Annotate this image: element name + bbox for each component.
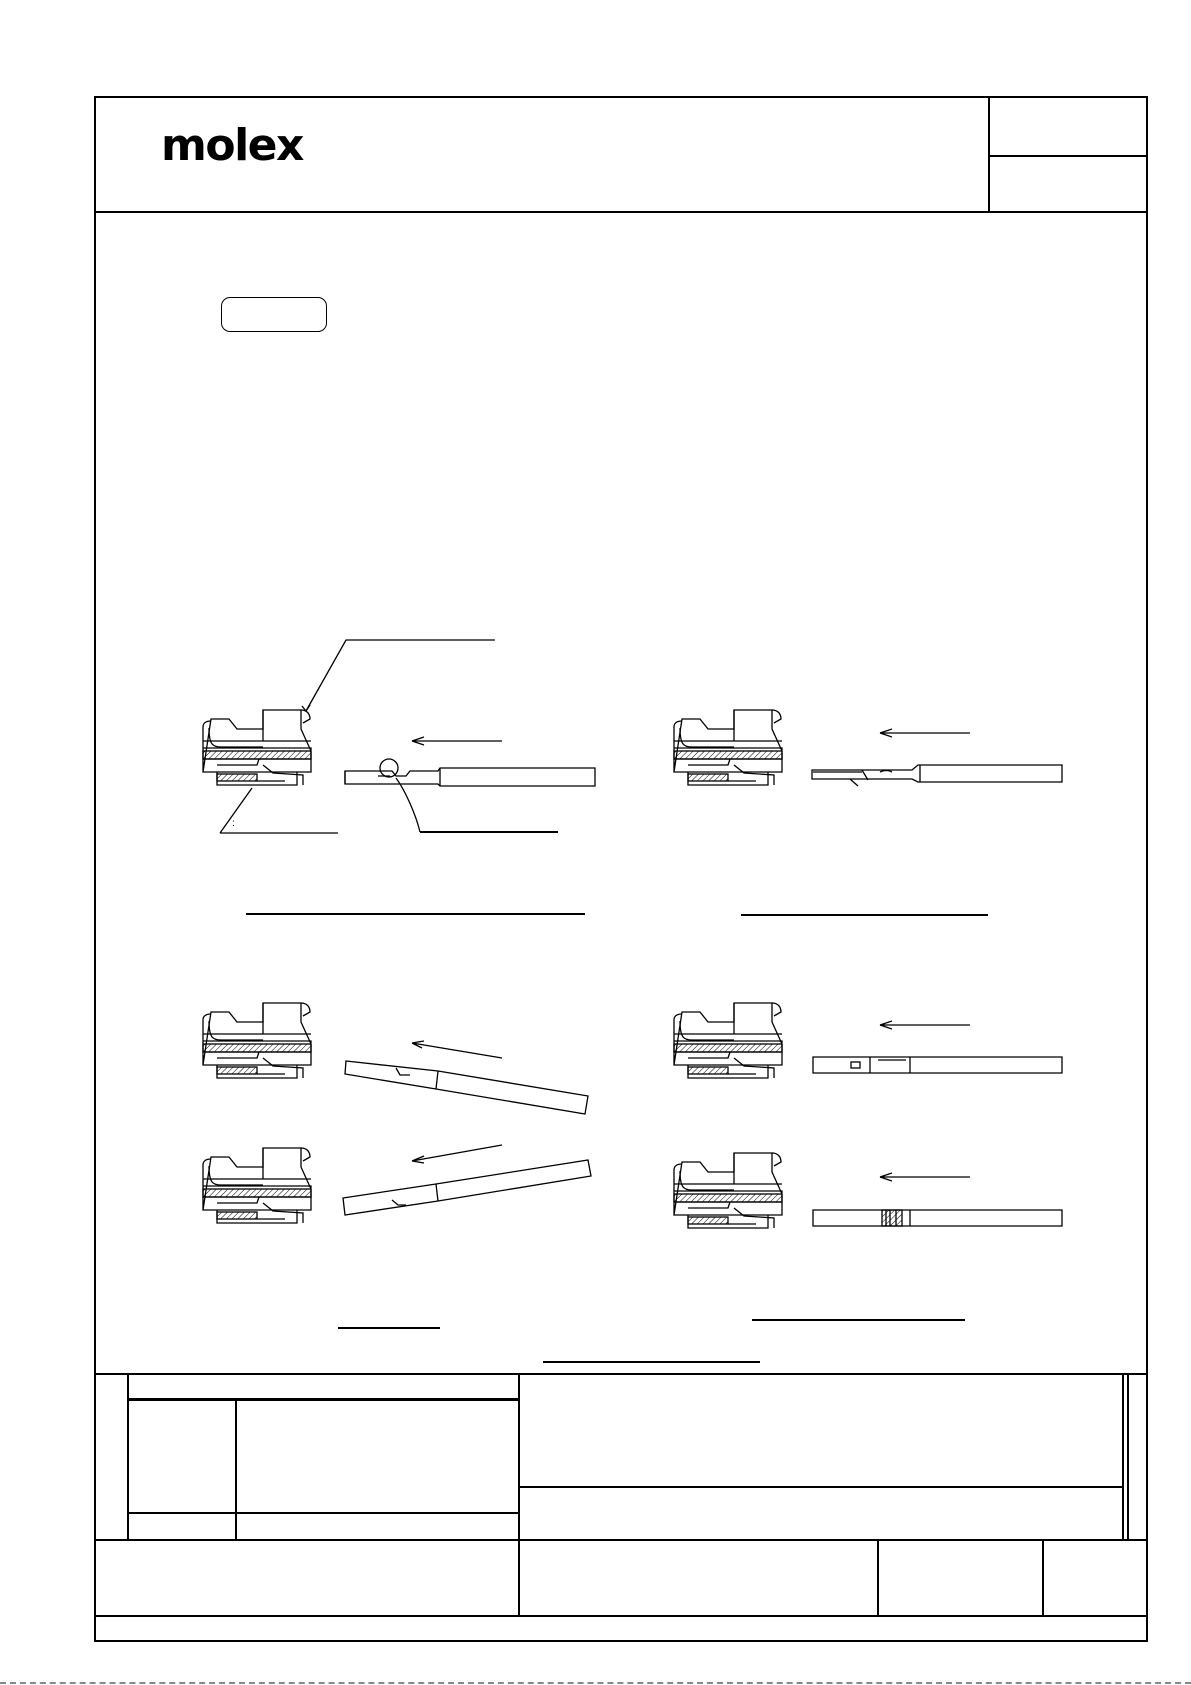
terminal-angled-up [345,1061,588,1114]
page-edge-perforation [0,1682,1191,1684]
housing-drawing-6 [674,1153,782,1228]
titleblock-top [94,1373,1148,1375]
terminal-straight-1 [345,768,595,786]
detail-leader [396,778,420,832]
leader-line-top [306,640,495,711]
titleblock-col-7 [1042,1540,1044,1616]
titleblock-col-6 [877,1540,879,1616]
housing-drawing-4 [203,1148,311,1223]
terminal-straight-3 [813,1057,1062,1073]
terminal-straight-2 [812,765,1062,782]
titleblock-row-d [94,1539,1148,1541]
company-logo: molex [161,120,303,171]
titleblock-bottom [94,1615,1148,1617]
titleblock-row-a [128,1398,519,1401]
titleblock-col-2 [235,1399,237,1540]
housing-drawing-2 [674,710,782,785]
titleblock-row-c [519,1486,1123,1488]
housing-drawing-1 [203,710,311,785]
insertion-arrow-3 [412,1041,502,1058]
titleblock-col-5 [1127,1374,1129,1540]
insertion-arrow-2 [880,729,970,737]
titleblock-col-3 [518,1374,520,1616]
terminal-angled-down [343,1160,591,1215]
detail-circle [380,759,398,777]
insertion-arrow-1 [412,737,502,745]
terminal-straight-4 [813,1210,1062,1226]
insertion-arrow-4 [412,1145,502,1163]
housing-drawing-5 [674,1003,782,1078]
svg-text::: : [232,818,235,829]
leader-line-bottom-left [220,788,338,833]
titleblock-col-4 [1122,1374,1124,1540]
titleblock-row-b [128,1512,519,1514]
insertion-arrow-5 [880,1021,970,1029]
insertion-arrow-6 [880,1173,970,1181]
housing-drawing-3 [203,1003,311,1078]
